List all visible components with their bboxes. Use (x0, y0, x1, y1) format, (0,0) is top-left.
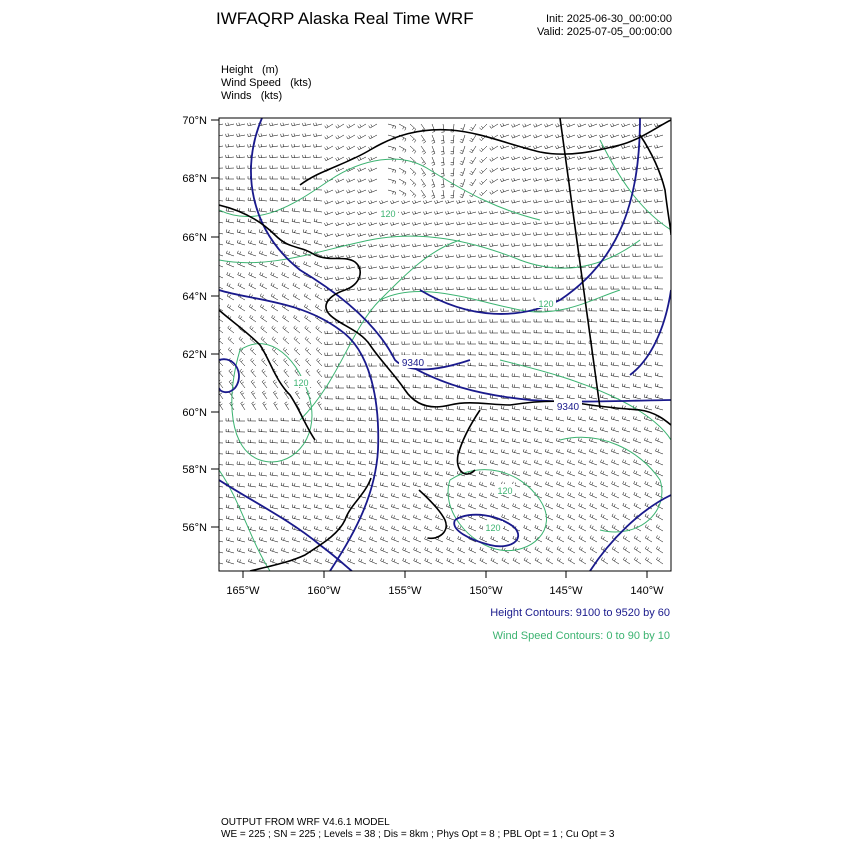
longitude-axis (226, 571, 664, 597)
lat-tick-label: 70°N (182, 115, 207, 127)
lat-tick-label: 58°N (182, 464, 207, 476)
valid-time: Valid: 2025-07-05_00:00:00 (537, 26, 672, 38)
speed-contour-label: 120 (380, 209, 396, 219)
speed-contour-label: 120 (485, 523, 501, 533)
latitude-axis (182, 115, 219, 534)
lat-tick-label: 56°N (182, 522, 207, 534)
speed-contour-label: 120 (538, 299, 554, 309)
lat-tick-label: 66°N (182, 232, 207, 244)
height-contour-label: 9340 (556, 402, 580, 413)
lat-tick-label: 68°N (182, 173, 207, 185)
model-version: OUTPUT FROM WRF V4.6.1 MODEL (221, 817, 390, 828)
lon-tick-label: 165°W (226, 585, 260, 597)
plot-area (219, 118, 671, 571)
field-legend-height: Height (m) (221, 64, 279, 76)
height-contour-info: Height Contours: 9100 to 9520 by 60 (490, 607, 670, 619)
height-contour-label: 9340 (401, 358, 425, 369)
model-footer (221, 817, 614, 841)
field-legend-winds: Winds (kts) (221, 90, 283, 102)
lon-tick-label: 150°W (469, 585, 503, 597)
lon-tick-label: 160°W (307, 585, 341, 597)
model-config: WE = 225 ; SN = 225 ; Levels = 38 ; Dis = 8km ; Phys Opt = 8 ; PBL Opt = 1 ; Cu Opt = 3 (221, 829, 615, 840)
lat-tick-label: 62°N (182, 349, 207, 361)
field-legend-wind-speed: Wind Speed (kts) (221, 77, 312, 89)
lat-tick-label: 60°N (182, 407, 207, 419)
speed-contour-label: 120 (293, 378, 309, 388)
plot-title: IWFAQRP Alaska Real Time WRF (216, 9, 474, 28)
lat-tick-label: 64°N (182, 291, 207, 303)
init-time: Init: 2025-06-30_00:00:00 (546, 13, 672, 25)
wind-speed-contour-info: Wind Speed Contours: 0 to 90 by 10 (492, 630, 670, 642)
speed-contour-label: 120 (497, 486, 513, 496)
lon-tick-label: 140°W (630, 585, 664, 597)
lon-tick-label: 155°W (388, 585, 422, 597)
lon-tick-label: 145°W (549, 585, 583, 597)
